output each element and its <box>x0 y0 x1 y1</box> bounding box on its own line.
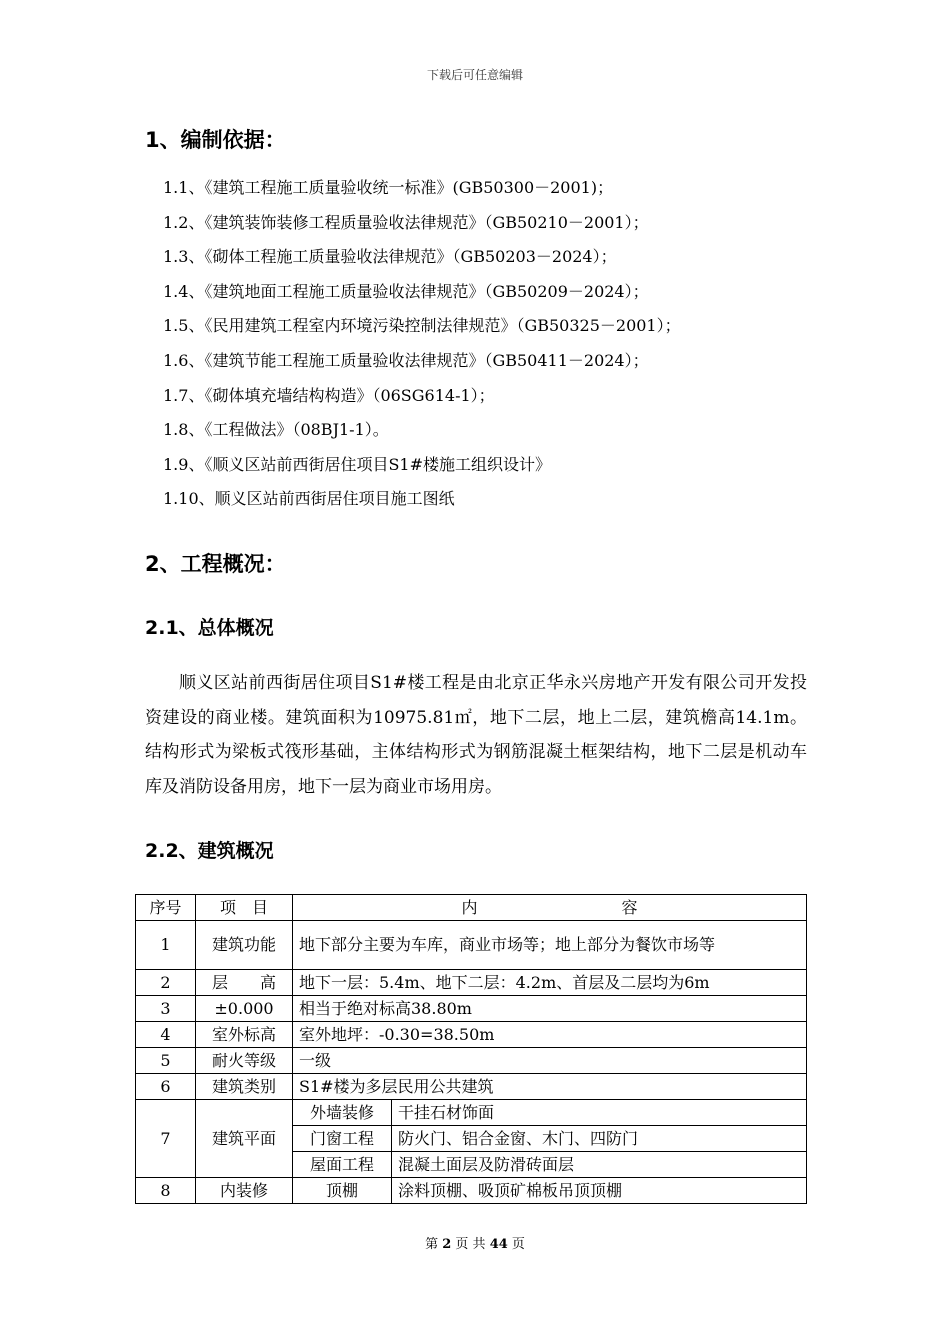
basis-list <box>163 176 681 522</box>
table-row <box>136 1048 807 1074</box>
row-no: 2 <box>136 970 196 996</box>
table-row <box>136 1178 807 1204</box>
header-no: 序号 <box>136 895 196 921</box>
row-item: 耐火等级 <box>196 1048 293 1074</box>
sub-item: 外墙装修 <box>293 1100 392 1126</box>
row-item: ±0.000 <box>196 996 293 1022</box>
row-item: 建筑功能 <box>196 921 293 970</box>
table-row <box>136 1100 807 1126</box>
total-pages: 44 <box>489 1237 508 1252</box>
row-item: 建筑类别 <box>196 1074 293 1100</box>
row-no: 5 <box>136 1048 196 1074</box>
row-content: 地下部分主要为车库，商业市场等；地上部分为餐饮市场等 <box>293 921 807 970</box>
current-page: 2 <box>442 1237 452 1252</box>
table-row <box>136 996 807 1022</box>
overview-paragraph: 顺义区站前西街居住项目S1#楼工程是由北京正华永兴房地产开发有限公司开发投资建设的商业楼。建筑面积为10975.81㎡，地下二层，地上二层，建筑檐高14.1m。结构形式为梁板式筏形基础，主体结构形式为钢筋混凝土框架结构，地下二层是机动车库及消防设备用房，地下一层为商业市场用房。 <box>145 673 807 797</box>
row-item: 建筑平面 <box>196 1100 293 1178</box>
basis-item: 1.8、《工程做法》（08BJ1-1）。 <box>163 420 389 440</box>
basis-item: 1.6、《建筑节能工程施工质量验收法律规范》（GB50411－2024）； <box>163 350 649 370</box>
basis-item: 1.4、《建筑地面工程施工质量验收法律规范》（GB50209－2024）； <box>163 281 649 301</box>
row-no: 7 <box>136 1100 196 1178</box>
basis-item: 1.2、《建筑装饰装修工程质量验收法律规范》（GB50210－2001）； <box>163 212 649 232</box>
row-content: 地下一层：5.4m、地下二层：4.2m、首层及二层均为6m <box>293 970 807 996</box>
table-row <box>136 1074 807 1100</box>
sub-item: 屋面工程 <box>293 1152 392 1178</box>
basis-item: 1.7、《砌体填充墙结构构造》（06SG614-1）； <box>163 385 495 405</box>
row-no: 1 <box>136 921 196 970</box>
header-item: 项 目 <box>196 895 293 921</box>
sub-content: 混凝土面层及防滑砖面层 <box>392 1152 807 1178</box>
row-item: 室外标高 <box>196 1022 293 1048</box>
basis-item: 1.3、《砌体工程施工质量验收法律规范》（GB50203－2024）； <box>163 247 617 267</box>
page-number <box>0 1233 950 1252</box>
row-content: 一级 <box>293 1048 807 1074</box>
row-content: 室外地坪：-0.30=38.50m <box>293 1022 807 1048</box>
table-header-row <box>136 895 807 921</box>
basis-item: 1.5、《民用建筑工程室内环境污染控制法律规范》（GB50325－2001）； <box>163 316 681 336</box>
header-note: 下载后可任意编辑 <box>426 68 523 82</box>
row-content: 相当于绝对标高38.80m <box>293 996 807 1022</box>
row-no: 3 <box>136 996 196 1022</box>
table-row <box>136 921 807 970</box>
row-item: 层 高 <box>196 970 293 996</box>
sub-content: 涂料顶棚、吸顶矿棉板吊顶顶棚 <box>392 1178 807 1204</box>
section-2-2-title: 2.2、建筑概况 <box>145 840 274 862</box>
table-row <box>136 1022 807 1048</box>
section-2-title: 2、工程概况： <box>145 552 286 576</box>
page-prefix: 第 <box>425 1237 439 1252</box>
section-2-1-title: 2.1、总体概况 <box>145 617 274 639</box>
header-content: 内 容 <box>293 895 807 921</box>
section-1-title: 1、编制依据： <box>145 128 286 152</box>
row-content: S1#楼为多层民用公共建筑 <box>293 1074 807 1100</box>
row-no: 6 <box>136 1074 196 1100</box>
sub-item: 门窗工程 <box>293 1126 392 1152</box>
row-item: 内装修 <box>196 1178 293 1204</box>
row-no: 4 <box>136 1022 196 1048</box>
sub-item: 顶棚 <box>293 1178 392 1204</box>
page-mid: 页 共 <box>455 1237 486 1252</box>
basis-item: 1.1、《建筑工程施工质量验收统一标准》(GB50300－2001)； <box>163 178 614 197</box>
table-row <box>136 970 807 996</box>
basis-item: 1.10、顺义区站前西街居住项目施工图纸 <box>163 489 455 509</box>
building-overview-table <box>135 894 807 1204</box>
sub-content: 干挂石材饰面 <box>392 1100 807 1126</box>
basis-item: 1.9、《顺义区站前西街居住项目S1#楼施工组织设计》 <box>163 454 551 474</box>
sub-content: 防火门、铝合金窗、木门、四防门 <box>392 1126 807 1152</box>
page-suffix: 页 <box>511 1237 525 1252</box>
row-no: 8 <box>136 1178 196 1204</box>
